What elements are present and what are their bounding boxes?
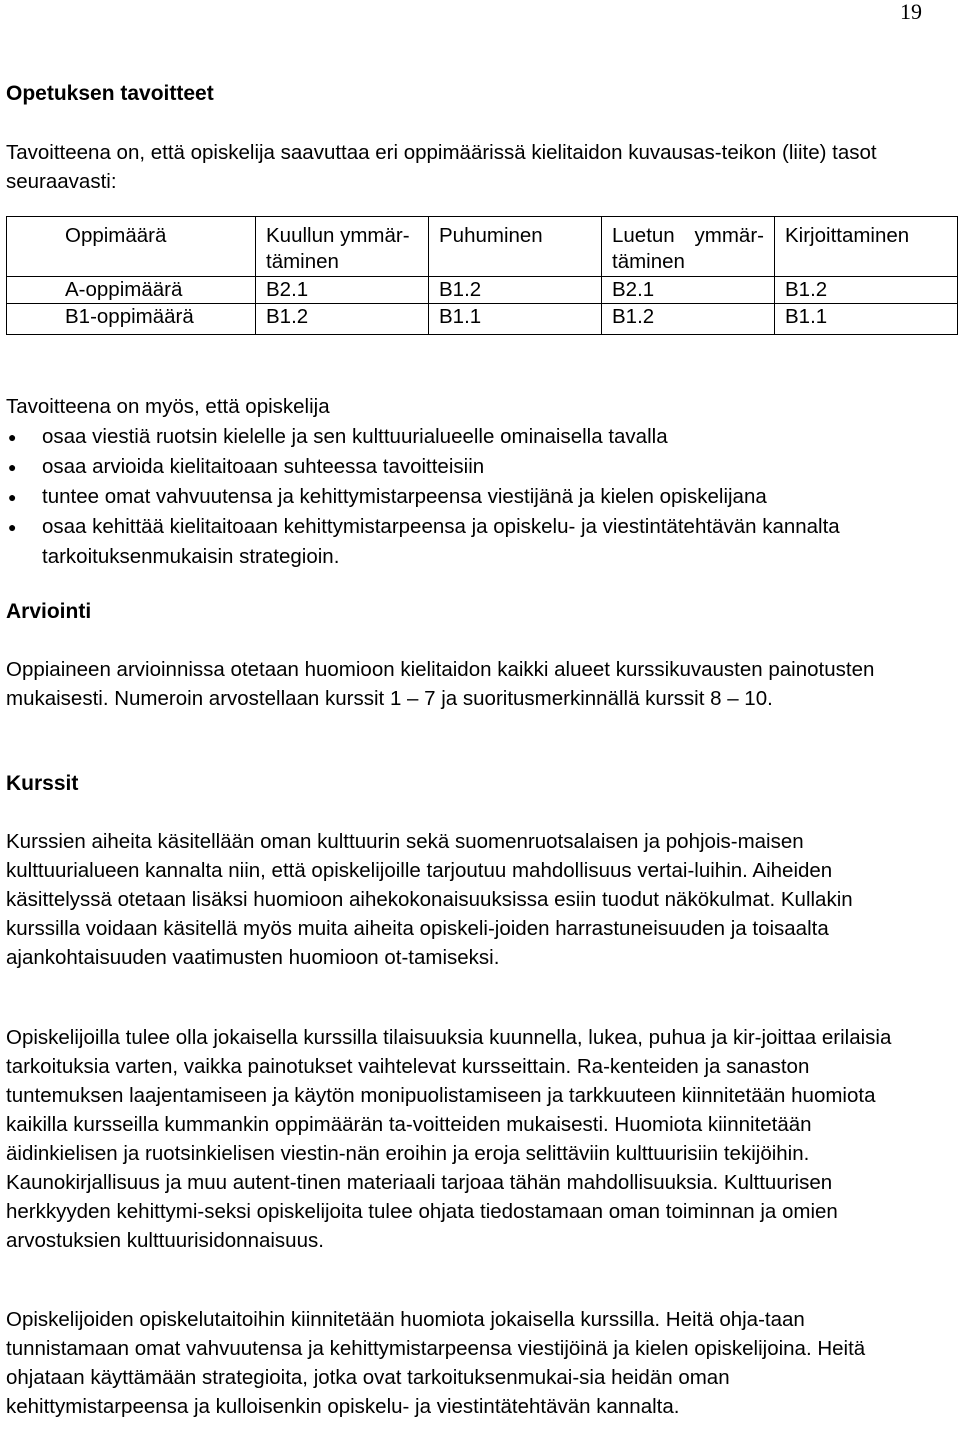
kurssit-paragraph-2: Opiskelijoilla tulee olla jokaisella kurssilla tilaisuuksia kuunnella, lukea, puhua ja kir-joittaa erilaisia tarkoituksia varten, vaikka painotukset vaihtelevat kursseittain. Ra-kenteiden ja sanaston tuntemuksen laajentamiseen ja käytön monipuolistamiseen ja tarkkuuteen kiinnitetään huomiota kaikilla kursseilla kummankin oppimäärän ta-voitteiden mukaisesti. Huomiota kiinnitetään äidinkielisen ja ruotsinkielisen viestin-nän eroihin ja eroja selittäviin kulttuurisiin tekijöihin. Kaunokirjallisuus ja muu autent-tinen materiaali tarjoaa tähän mahdollisuuksia. Kulttuurisen herkkyyden kehittymi-seksi opiskelijoita tulee ohjata tiedostamaan oman toiminnan ja omien arvostuksien kulttuurisidonnaisuus. — [6, 1026, 892, 1252]
kurssit-paragraph-1: Kurssien aiheita käsitellään oman kulttuurin sekä suomenruotsalaisen ja pohjois-maisen kulttuurialueen kannalta niin, että opiskelijoille tarjoutuu mahdollisuus vertai-luihin. Aiheiden käsittelyssä otetaan lisäksi huomioon aihekokonaisuuksissa esiin tuodut näkökulmat. Kullakin kurssilla voidaan käsitellä myös muita aiheita opiskeli-joiden harrastuneisuuden ja toisaalta ajankohtaisuuden vaatimusten huomioon ot-tamiseksi. — [6, 830, 853, 969]
bullet-icon: ● — [8, 459, 17, 475]
row-name: B1-oppimäärä — [7, 304, 256, 335]
section-title-kurssit: Kurssit — [6, 772, 79, 795]
table-row — [7, 277, 958, 304]
header-kuullun: Kuullun ymmär- täminen — [256, 217, 429, 277]
section-title-arviointi: Arviointi — [6, 600, 92, 623]
row-name: A-oppimäärä — [7, 277, 256, 304]
cell-puhuminen: B1.1 — [429, 304, 602, 335]
cell-kuullun: B1.2 — [256, 304, 429, 335]
cell-luetun: B1.2 — [602, 304, 775, 335]
header-kirjoittaminen: Kirjoittaminen — [775, 217, 958, 277]
cell-kirjoittaminen: B1.1 — [775, 304, 958, 335]
header-luetun: Luetun ymmär- täminen — [602, 217, 775, 277]
bullet-icon: ● — [8, 429, 17, 445]
bullet-icon: ● — [8, 489, 17, 505]
list-item: ● osaa viestiä ruotsin kielelle ja sen kulttuurialueelle ominaisella tavalla — [6, 422, 936, 452]
cell-kuullun: B2.1 — [256, 277, 429, 304]
intro-paragraph: Tavoitteena on, että opiskelija saavuttaa eri oppimäärissä kielitaidon kuvausas-teikon (liite) tasot seuraavasti: — [6, 141, 877, 193]
header-oppimaara: Oppimäärä — [7, 217, 256, 277]
level-table — [6, 216, 958, 335]
page-number: 19 — [900, 0, 922, 24]
table-row — [7, 304, 958, 335]
bullet-icon: ● — [8, 519, 17, 535]
goals-list — [6, 422, 936, 572]
cell-puhuminen: B1.2 — [429, 277, 602, 304]
list-item: ● osaa arvioida kielitaitoaan suhteessa tavoitteisiin — [6, 452, 936, 482]
cell-luetun: B2.1 — [602, 277, 775, 304]
table-header-row — [7, 217, 958, 277]
cell-kirjoittaminen: B1.2 — [775, 277, 958, 304]
section-title-opetuksen-tavoitteet: Opetuksen tavoitteet — [6, 82, 214, 105]
goals-intro: Tavoitteena on myös, että opiskelija — [6, 395, 330, 418]
arviointi-paragraph: Oppiaineen arvioinnissa otetaan huomioon kielitaidon kaikki alueet kurssikuvausten painotusten mukaisesti. Numeroin arvostellaan kurssit 1 – 7 ja suoritusmerkinnällä kurssit 8 – 10. — [6, 658, 875, 710]
kurssit-paragraph-3: Opiskelijoiden opiskelutaitoihin kiinnitetään huomiota jokaisella kurssilla. Heitä ohja-taan tunnistamaan omat vahvuutensa ja kehittymistarpeensa viestijöinä ja kielen opiskelijoina. Heitä ohjataan käyttämään strategioita, jotka ovat tarkoituksenmukai-sia heidän oman kehittymistarpeensa ja kulloisenkin opiskelu- ja viestintätehtävän kannalta. — [6, 1308, 866, 1418]
header-puhuminen: Puhuminen — [429, 217, 602, 277]
list-item: ● osaa kehittää kielitaitoaan kehittymistarpeensa ja opiskelu- ja viestintätehtävän kannalta tarkoituksenmukaisin strategioin. — [6, 512, 936, 572]
list-item: ● tuntee omat vahvuutensa ja kehittymistarpeensa viestijänä ja kielen opiskelijana — [6, 482, 936, 512]
